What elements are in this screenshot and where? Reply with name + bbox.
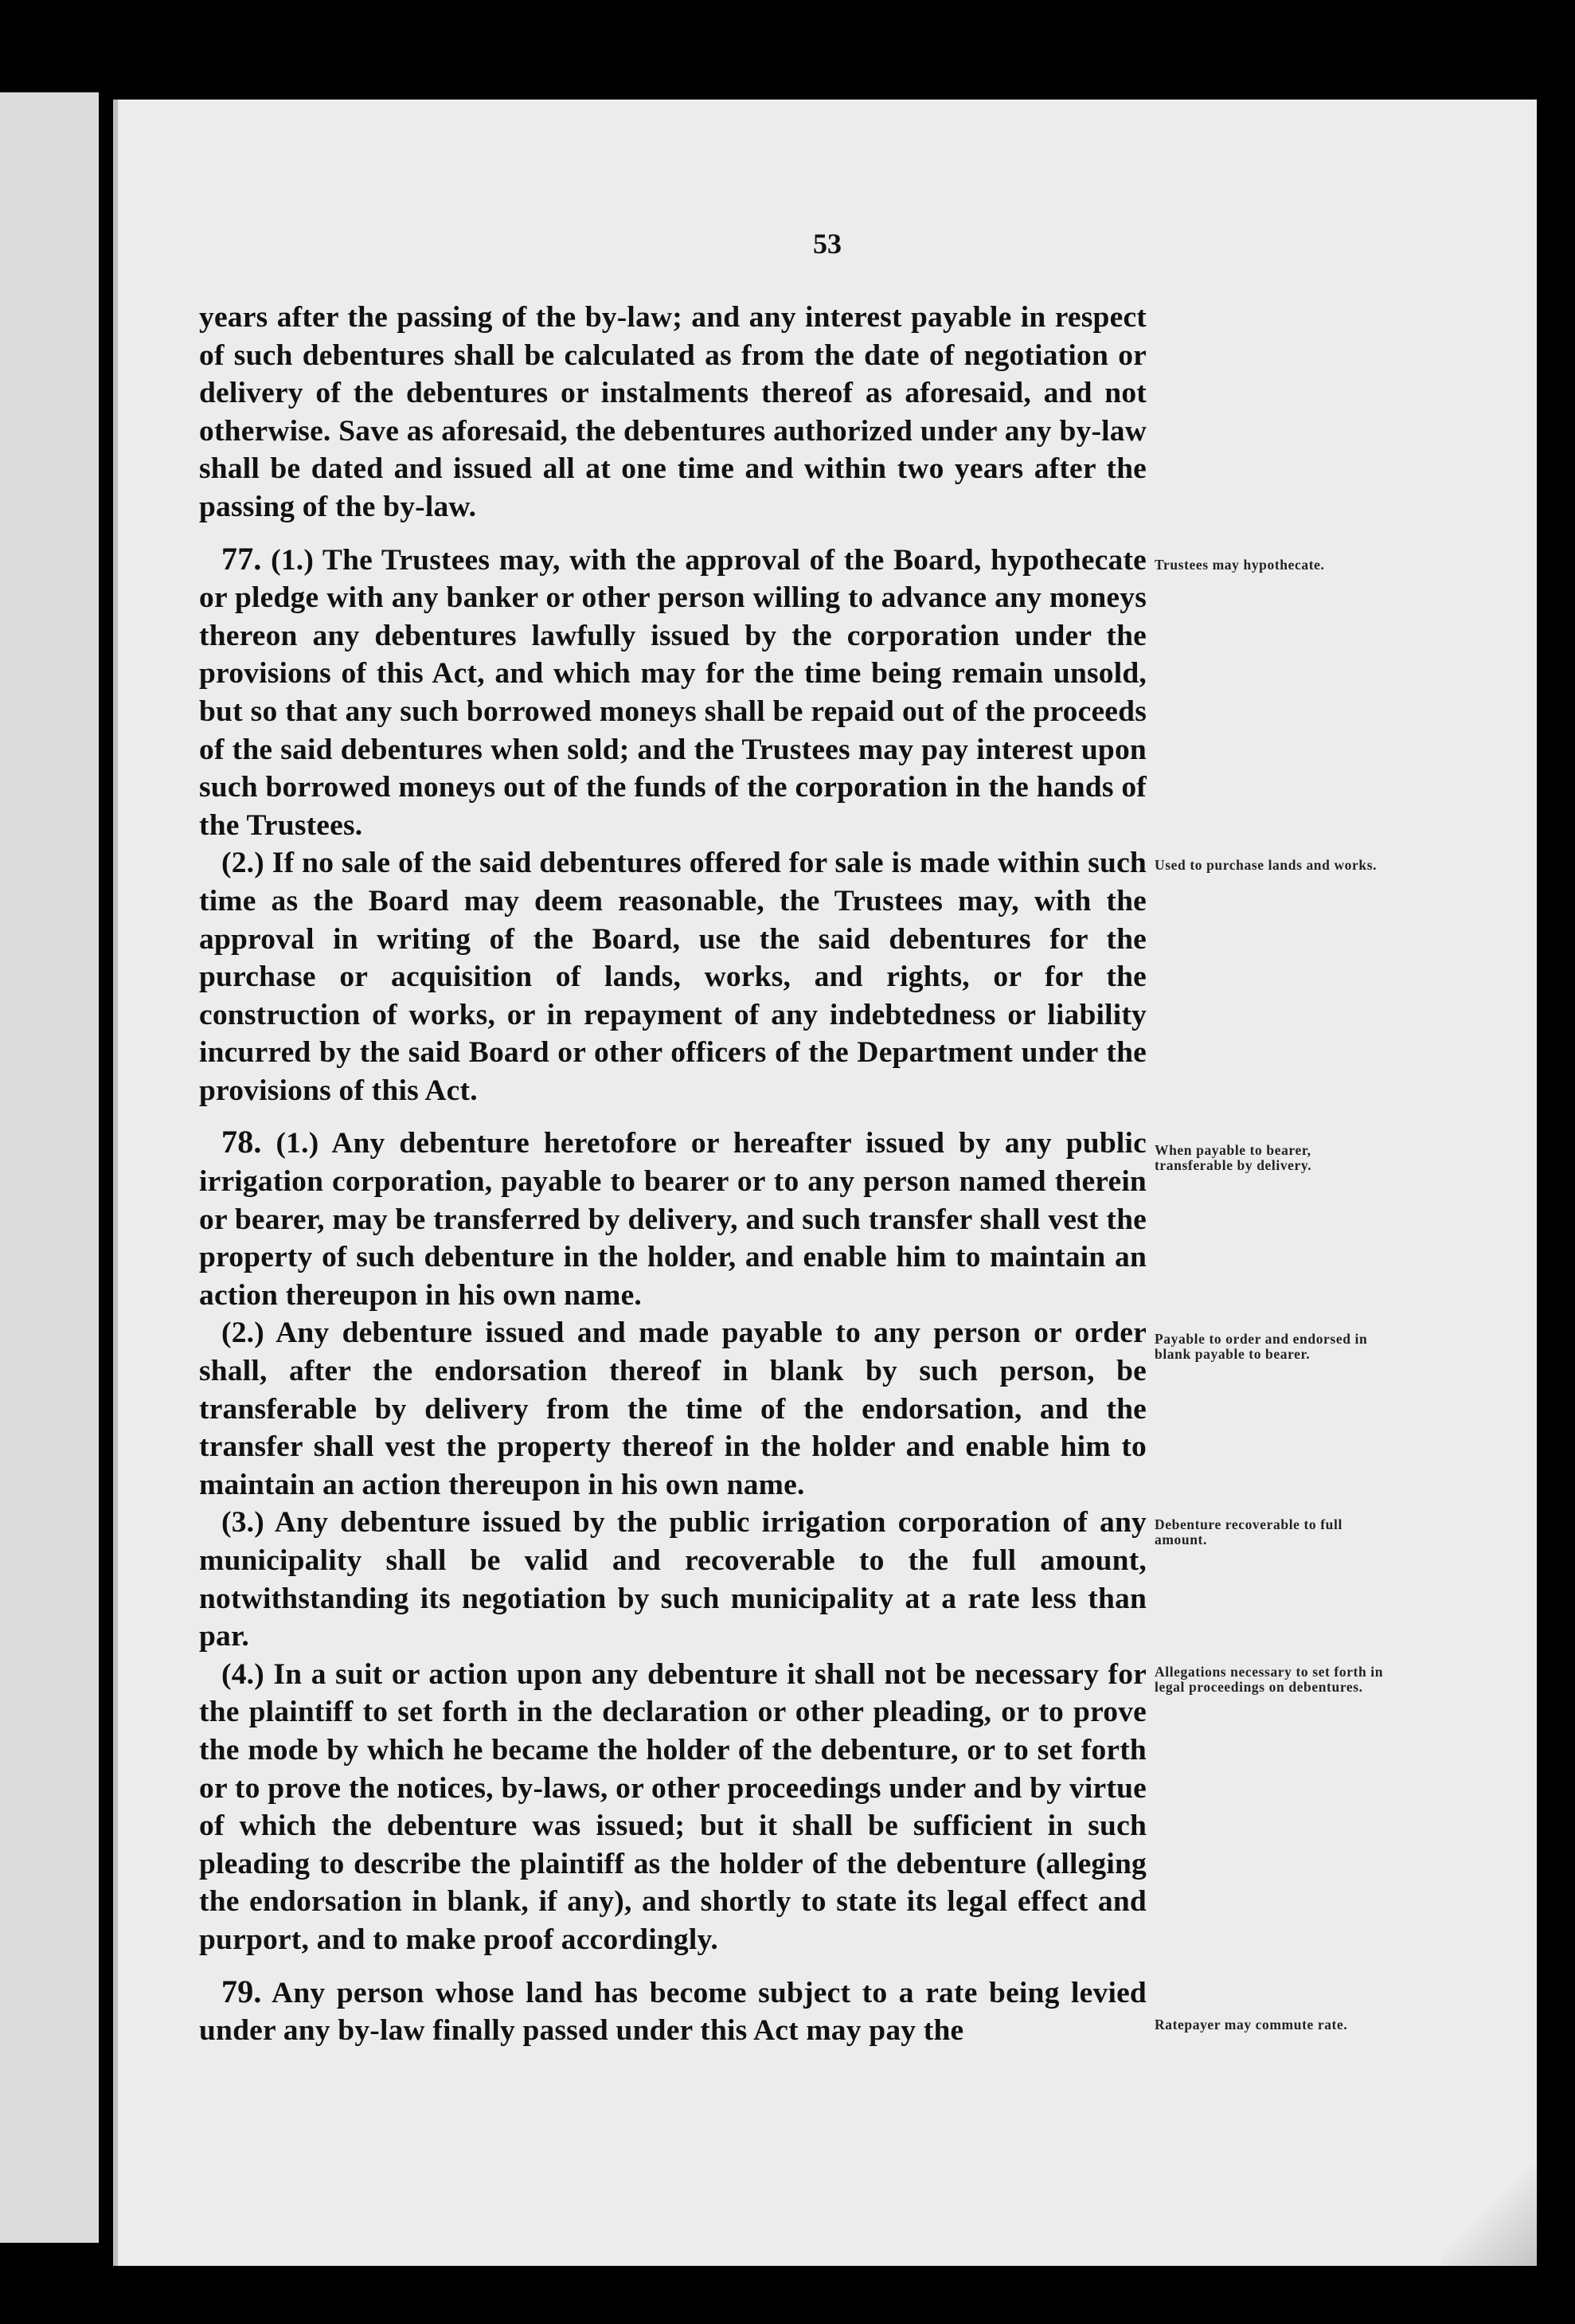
margin-note-allegations: Allegations necessary to set forth in legal proceedings on debentures. <box>1155 1664 1384 1695</box>
body-text <box>199 299 1147 2050</box>
margin-note-purchase-lands: Used to purchase lands and works. <box>1155 857 1378 873</box>
document-page <box>113 100 1537 2266</box>
page-number: 53 <box>813 228 842 260</box>
section-78-1-text: (1.) Any debenture heretofore or hereafter issued by any public irrigation corporation, payable to bearer or to any person named therein or bearer, may be transferred by delivery, and such transfer shall vest the property of such debenture in the holder, and enable him to maintain an action thereupon in his own name. <box>199 1127 1147 1312</box>
section-78-3: (3.) Any debenture issued by the public irrigation corporation of any municipality shall be valid and recoverable to the full amount, notwithstanding its negotiation by such municipality at a rate less than par. <box>199 1506 1147 1653</box>
section-77-2: (2.) If no sale of the said debentures offered for sale is made within such time as the Board may deem reasonable, the Trustees may, with the approval in writing of the Board, use the said debentures for the purchase or acquisition of lands, works, and rights, or for the construction of works, or in repayment of any indebtedness or liability incurred by the said Board or other officers of the Department under the provisions of this Act. <box>199 847 1147 1107</box>
margin-note-commute-rate: Ratepayer may commute rate. <box>1155 2017 1348 2033</box>
page-corner-shadow <box>1441 2138 1537 2266</box>
margin-note-payable-to-bearer: When payable to bearer, transferable by delivery. <box>1155 1142 1312 1173</box>
margin-note-recoverable-full-amount: Debenture recoverable to full amount. <box>1155 1516 1342 1547</box>
section-number-77: 77. <box>221 540 262 577</box>
section-79-text: Any person whose land has become subject to a rate being levied under any by-law finally passed under this Act may pay the <box>199 1976 1147 2048</box>
section-number-79: 79. <box>221 1973 262 2009</box>
section-number-78: 78. <box>221 1124 262 1160</box>
margin-note-payable-to-order: Payable to order and endorsed in blank payable to bearer. <box>1155 1331 1368 1362</box>
section-78-1 <box>199 1123 1147 1314</box>
section-77-1-text: (1.) The Trustees may, with the approval of the Board, hypothecate or pledge with any banker or other person willing to advance any moneys thereon any debentures lawfully issued by the corporation under the provisions of this Act, and which may for the time being remain unsold, but so that any such borrowed moneys shall be repaid out of the proceeds of the said debentures when sold; and the Trustees may pay interest upon such borrowed moneys out of the funds of the corporation in the hands of the Trustees. <box>199 543 1147 842</box>
paragraph-continuation: years after the passing of the by-law; and any interest payable in respect of such debentures shall be calculated as from the date of negotiation or delivery of the debentures or instalments thereof as aforesaid, and not otherwise. Save as aforesaid, the debentures authorized under any by-law shall be dated and issued all at one time and within two years after the passing of the by-law. <box>199 301 1147 523</box>
section-77-1 <box>199 540 1147 845</box>
section-79 <box>199 1973 1147 2050</box>
section-78-2: (2.) Any debenture issued and made payable to any person or order shall, after the endorsation thereof in blank by such person, be transferable by delivery from the time of the endorsation, and the transfer shall vest the property thereof in the holder and enable him to maintain an action thereupon in his own name. <box>199 1317 1147 1501</box>
adjacent-page-edge <box>0 92 99 2243</box>
margin-note-trustees-hypothecate: Trustees may hypothecate. <box>1155 557 1325 573</box>
section-78-4: (4.) In a suit or action upon any debenture it shall not be necessary for the plaintiff to set forth in the declaration or other pleading, or to prove the mode by which he became the holder of the debenture, or to set forth or to prove the notices, by-laws, or other proceedings under and by virtue of which the debenture was issued; but it shall be sufficient in such pleading to describe the plaintiff as the holder of the debenture (alleging the endorsation in blank, if any), and shortly to state its legal effect and purport, and to make proof accordingly. <box>199 1657 1147 1956</box>
